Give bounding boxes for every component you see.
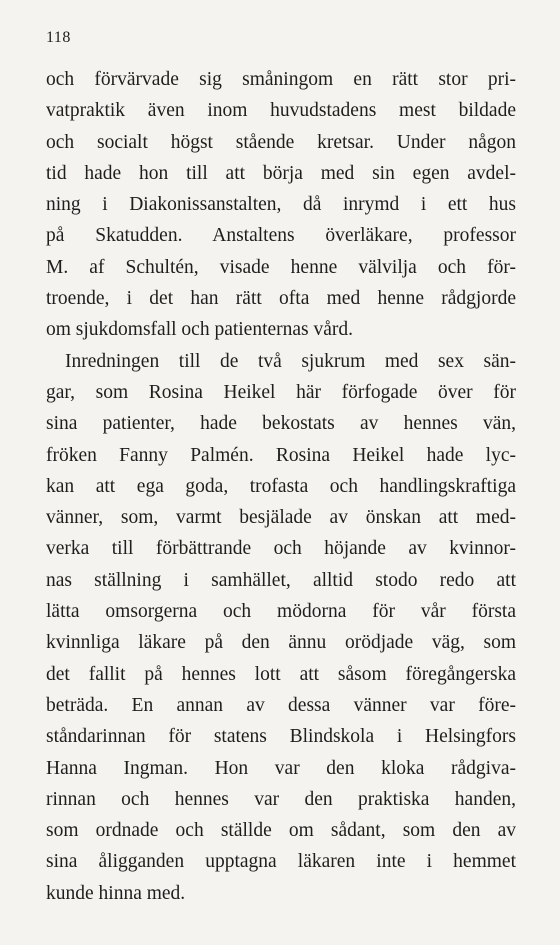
text-line: rinnan och hennes var den praktiska handen, [46, 788, 516, 810]
text-line: lätta omsorgerna och mödorna för vår första [46, 601, 516, 623]
text-line: verka till förbättrande och höjande av kvinnor- [46, 538, 516, 560]
text-line: kunde hinna med. [46, 882, 186, 904]
text-line: om sjukdomsfall och patienternas vård. [46, 319, 354, 341]
text-line: ning i Diakonissanstalten, då inrymd i ett hus [46, 194, 516, 216]
text-line: vatpraktik även inom huvudstadens mest bildade [46, 100, 516, 122]
text-line: ståndarinnan för statens Blindskola i Helsingfors [46, 726, 516, 748]
text-line: Hanna Ingman. Hon var den kloka rådgiva- [46, 757, 516, 779]
body-text [46, 64, 516, 909]
text-line: som ordnade och ställde om sådant, som den av [46, 820, 516, 842]
text-line: nas ställning i samhället, alltid stodo redo att [46, 569, 516, 591]
text-line: troende, i det han rätt ofta med henne rådgjorde [46, 288, 516, 310]
text-line: fröken Fanny Palmén. Rosina Heikel hade lyc- [46, 444, 516, 466]
text-line: M. af Schultén, visade henne välvilja och för- [46, 256, 516, 278]
text-line: kan att ega goda, trofasta och handlingskraftiga [46, 475, 516, 497]
text-line: på Skatudden. Anstaltens överläkare, professor [46, 225, 516, 247]
text-line: det fallit på hennes lott att såsom föregångerska [46, 663, 516, 685]
text-line: beträda. En annan av dessa vänner var före- [46, 694, 516, 716]
page-number: 118 [46, 29, 71, 46]
text-line: sina åligganden upptagna läkaren inte i hemmet [46, 851, 516, 873]
text-line: tid hade hon till att börja med sin egen avdel- [46, 162, 516, 184]
text-line: Inredningen till de två sjukrum med sex sän- [65, 350, 516, 372]
text-line: vänner, som, varmt besjälade av önskan att med- [46, 507, 516, 529]
text-line: och förvärvade sig småningom en rätt stor pri- [46, 69, 516, 90]
text-line: gar, som Rosina Heikel här förfogade över för [46, 381, 516, 403]
text-line: och socialt högst stående kretsar. Under någon [46, 131, 516, 153]
text-line: sina patienter, hade bekostats av hennes vän, [46, 413, 516, 435]
text-line: kvinnliga läkare på den ännu orödjade väg, som [46, 632, 516, 654]
